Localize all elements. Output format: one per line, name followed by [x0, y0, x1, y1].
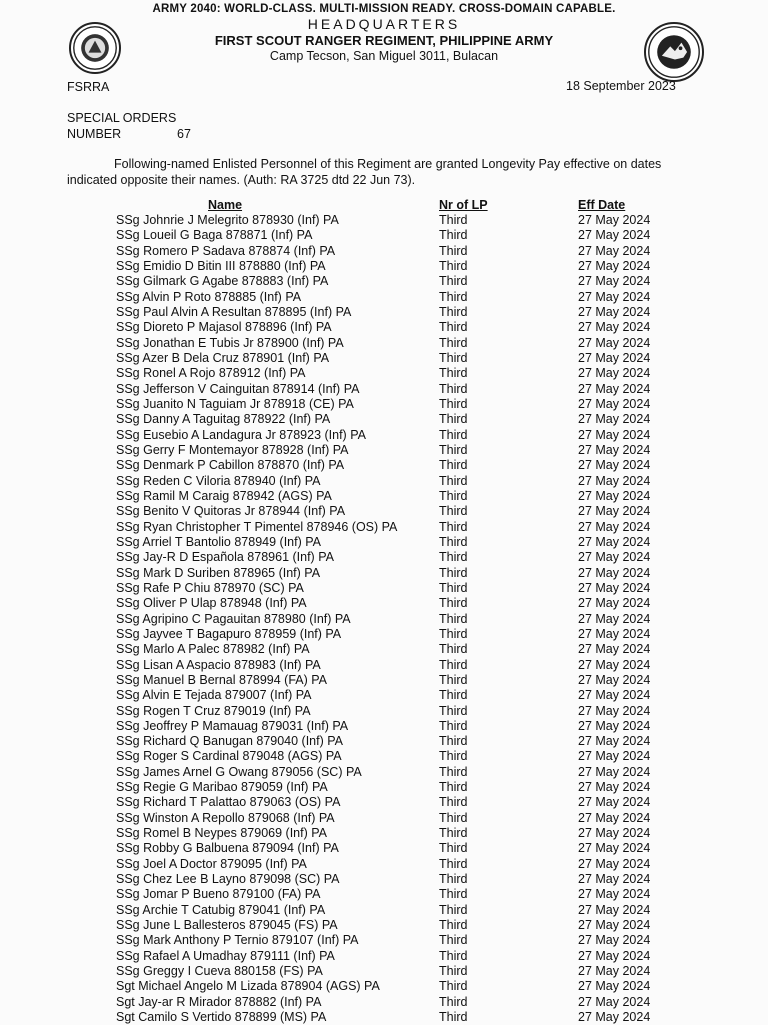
table-row — [0, 244, 768, 259]
table-row — [0, 566, 768, 581]
personnel-name: SSg Rafe P Chiu 878970 (SC) PA — [116, 580, 304, 595]
effective-date: 27 May 2024 — [578, 764, 651, 779]
effective-date: 27 May 2024 — [578, 565, 651, 580]
personnel-name: SSg Eusebio A Landagura Jr 878923 (Inf) PA — [116, 427, 366, 442]
personnel-name: SSg Regie G Maribao 879059 (Inf) PA — [116, 780, 328, 795]
table-row — [0, 795, 768, 810]
personnel-name: SSg Jonathan E Tubis Jr 878900 (Inf) PA — [116, 335, 344, 350]
personnel-name: SSg Joel A Doctor 879095 (Inf) PA — [116, 856, 307, 871]
personnel-name: SSg Mark Anthony P Ternio 879107 (Inf) PA — [116, 933, 359, 948]
personnel-name: SSg James Arnel G Owang 879056 (SC) PA — [116, 764, 362, 779]
longevity-pay-number: Third — [439, 473, 468, 488]
order-number-label: NUMBER — [67, 127, 122, 141]
table-row — [0, 351, 768, 366]
longevity-pay-number: Third — [439, 258, 468, 273]
effective-date: 27 May 2024 — [578, 320, 651, 335]
column-header-name: Name — [208, 198, 243, 212]
effective-date: 27 May 2024 — [578, 703, 651, 718]
table-row — [0, 933, 768, 948]
column-header-nr-of-lp: Nr of LP — [439, 198, 488, 212]
longevity-pay-number: Third — [439, 826, 468, 841]
effective-date: 27 May 2024 — [578, 933, 651, 948]
personnel-name: SSg Ryan Christopher T Pimentel 878946 (OS) PA — [116, 519, 398, 534]
table-row — [0, 964, 768, 979]
effective-date: 27 May 2024 — [578, 672, 651, 687]
longevity-pay-number: Third — [439, 519, 468, 534]
table-row — [0, 504, 768, 519]
effective-date: 27 May 2024 — [578, 780, 651, 795]
effective-date: 27 May 2024 — [578, 350, 651, 365]
table-row — [0, 872, 768, 887]
personnel-name: SSg Agripino C Pagauitan 878980 (Inf) PA — [116, 611, 351, 626]
order-date: 18 September 2023 — [566, 79, 676, 93]
effective-date: 27 May 2024 — [578, 304, 651, 319]
table-row — [0, 749, 768, 764]
personnel-name: SSg June L Ballesteros 879045 (FS) PA — [116, 918, 338, 933]
effective-date: 27 May 2024 — [578, 826, 651, 841]
order-number: 67 — [177, 127, 191, 141]
longevity-pay-number: Third — [439, 856, 468, 871]
longevity-pay-number: Third — [439, 381, 468, 396]
personnel-name: SSg Dioreto P Majasol 878896 (Inf) PA — [116, 320, 332, 335]
army-tagline: ARMY 2040: WORLD-CLASS. MULTI-MISSION READY. CROSS-DOMAIN CAPABLE. — [152, 3, 616, 15]
table-row — [0, 688, 768, 703]
personnel-name: SSg Alvin E Tejada 879007 (Inf) PA — [116, 688, 312, 703]
personnel-name: SSg Rogen T Cruz 879019 (Inf) PA — [116, 703, 311, 718]
longevity-pay-number: Third — [439, 718, 468, 733]
table-row — [0, 734, 768, 749]
effective-date: 27 May 2024 — [578, 335, 651, 350]
column-header-eff-date: Eff Date — [578, 198, 626, 212]
effective-date: 27 May 2024 — [578, 534, 651, 549]
table-row — [0, 612, 768, 627]
longevity-pay-number: Third — [439, 964, 468, 979]
longevity-pay-number: Third — [439, 887, 468, 902]
personnel-name: SSg Ronel A Rojo 878912 (Inf) PA — [116, 366, 306, 381]
effective-date: 27 May 2024 — [578, 948, 651, 963]
effective-date: 27 May 2024 — [578, 795, 651, 810]
personnel-name: SSg Chez Lee B Layno 879098 (SC) PA — [116, 872, 340, 887]
personnel-list — [0, 213, 768, 1025]
effective-date: 27 May 2024 — [578, 734, 651, 749]
table-row — [0, 474, 768, 489]
effective-date: 27 May 2024 — [578, 626, 651, 641]
longevity-pay-number: Third — [439, 734, 468, 749]
personnel-name: SSg Paul Alvin A Resultan 878895 (Inf) PA — [116, 304, 352, 319]
personnel-name: SSg Marlo A Palec 878982 (Inf) PA — [116, 642, 310, 657]
longevity-pay-number: Third — [439, 642, 468, 657]
longevity-pay-number: Third — [439, 412, 468, 427]
personnel-name: Sgt Jay-ar R Mirador 878882 (Inf) PA — [116, 994, 322, 1009]
table-row — [0, 627, 768, 642]
longevity-pay-number: Third — [439, 703, 468, 718]
longevity-pay-number: Third — [439, 780, 468, 795]
longevity-pay-number: Third — [439, 427, 468, 442]
effective-date: 27 May 2024 — [578, 550, 651, 565]
longevity-pay-number: Third — [439, 979, 468, 994]
longevity-pay-number: Third — [439, 534, 468, 549]
regiment-seal-icon — [69, 22, 121, 74]
effective-date: 27 May 2024 — [578, 918, 651, 933]
table-row — [0, 550, 768, 565]
table-row — [0, 336, 768, 351]
longevity-pay-number: Third — [439, 304, 468, 319]
personnel-name: SSg Azer B Dela Cruz 878901 (Inf) PA — [116, 350, 330, 365]
longevity-pay-number: Third — [439, 994, 468, 1009]
effective-date: 27 May 2024 — [578, 504, 651, 519]
personnel-name: SSg Richard T Palattao 879063 (OS) PA — [116, 795, 341, 810]
personnel-name: SSg Jeoffrey P Mamauag 879031 (Inf) PA — [116, 718, 349, 733]
longevity-pay-number: Third — [439, 872, 468, 887]
effective-date: 27 May 2024 — [578, 412, 651, 427]
table-row — [0, 274, 768, 289]
personnel-name: SSg Oliver P Ulap 878948 (Inf) PA — [116, 596, 307, 611]
longevity-pay-number: Third — [439, 611, 468, 626]
table-row — [0, 673, 768, 688]
table-row — [0, 811, 768, 826]
table-row — [0, 642, 768, 657]
longevity-pay-number: Third — [439, 274, 468, 289]
office-code: FSRRA — [67, 80, 110, 94]
effective-date: 27 May 2024 — [578, 243, 651, 258]
personnel-name: SSg Johnrie J Melegrito 878930 (Inf) PA — [116, 213, 339, 227]
table-row — [0, 995, 768, 1010]
table-row — [0, 213, 768, 228]
personnel-name: SSg Winston A Repollo 879068 (Inf) PA — [116, 810, 335, 825]
effective-date: 27 May 2024 — [578, 366, 651, 381]
effective-date: 27 May 2024 — [578, 396, 651, 411]
effective-date: 27 May 2024 — [578, 979, 651, 994]
longevity-pay-number: Third — [439, 749, 468, 764]
personnel-name: SSg Gerry F Montemayor 878928 (Inf) PA — [116, 442, 349, 457]
effective-date: 27 May 2024 — [578, 856, 651, 871]
longevity-pay-number: Third — [439, 396, 468, 411]
personnel-name: SSg Robby G Balbuena 879094 (Inf) PA — [116, 841, 339, 856]
table-row — [0, 382, 768, 397]
personnel-name: Sgt Camilo S Vertido 878899 (MS) PA — [116, 1010, 327, 1025]
longevity-pay-number: Third — [439, 243, 468, 258]
table-row — [0, 290, 768, 305]
personnel-name: SSg Jomar P Bueno 879100 (FA) PA — [116, 887, 321, 902]
table-row — [0, 949, 768, 964]
effective-date: 27 May 2024 — [578, 258, 651, 273]
longevity-pay-number: Third — [439, 289, 468, 304]
personnel-name: SSg Romel B Neypes 879069 (Inf) PA — [116, 826, 327, 841]
longevity-pay-number: Third — [439, 228, 468, 243]
longevity-pay-number: Third — [439, 488, 468, 503]
headquarters-label: HEADQUARTERS — [307, 16, 461, 32]
table-row — [0, 520, 768, 535]
longevity-pay-number: Third — [439, 458, 468, 473]
personnel-name: SSg Jefferson V Cainguitan 878914 (Inf) PA — [116, 381, 360, 396]
table-row — [0, 489, 768, 504]
table-row — [0, 1010, 768, 1025]
personnel-name: SSg Manuel B Bernal 878994 (FA) PA — [116, 672, 327, 687]
scout-ranger-seal-icon — [644, 22, 704, 82]
longevity-pay-number: Third — [439, 902, 468, 917]
effective-date: 27 May 2024 — [578, 611, 651, 626]
longevity-pay-number: Third — [439, 335, 468, 350]
table-row — [0, 581, 768, 596]
personnel-name: SSg Benito V Quitoras Jr 878944 (Inf) PA — [116, 504, 346, 519]
effective-date: 27 May 2024 — [578, 274, 651, 289]
effective-date: 27 May 2024 — [578, 1010, 651, 1025]
order-paragraph: Following-named Enlisted Personnel of this Regiment are granted Longevity Pay effective on dates indicated opposite their names. (Auth: RA 3725 dtd 22 Jun 73). — [67, 157, 662, 187]
effective-date: 27 May 2024 — [578, 902, 651, 917]
effective-date: 27 May 2024 — [578, 872, 651, 887]
table-row — [0, 979, 768, 994]
table-row — [0, 535, 768, 550]
longevity-pay-number: Third — [439, 1010, 468, 1025]
effective-date: 27 May 2024 — [578, 596, 651, 611]
personnel-name: SSg Loueil G Baga 878871 (Inf) PA — [116, 228, 313, 243]
table-row — [0, 826, 768, 841]
table-row — [0, 596, 768, 611]
longevity-pay-number: Third — [439, 213, 468, 227]
personnel-name: SSg Archie T Catubig 879041 (Inf) PA — [116, 902, 326, 917]
longevity-pay-number: Third — [439, 933, 468, 948]
effective-date: 27 May 2024 — [578, 688, 651, 703]
personnel-name: Sgt Michael Angelo M Lizada 878904 (AGS) PA — [116, 979, 380, 994]
table-row — [0, 428, 768, 443]
effective-date: 27 May 2024 — [578, 473, 651, 488]
table-row — [0, 320, 768, 335]
table-row — [0, 259, 768, 274]
longevity-pay-number: Third — [439, 550, 468, 565]
personnel-name: SSg Danny A Taguitag 878922 (Inf) PA — [116, 412, 331, 427]
personnel-name: SSg Mark D Suriben 878965 (Inf) PA — [116, 565, 321, 580]
table-row — [0, 719, 768, 734]
personnel-name: SSg Jay-R D Española 878961 (Inf) PA — [116, 550, 334, 565]
effective-date: 27 May 2024 — [578, 442, 651, 457]
longevity-pay-number: Third — [439, 918, 468, 933]
table-row — [0, 887, 768, 902]
effective-date: 27 May 2024 — [578, 718, 651, 733]
table-row — [0, 458, 768, 473]
longevity-pay-number: Third — [439, 442, 468, 457]
longevity-pay-number: Third — [439, 688, 468, 703]
longevity-pay-number: Third — [439, 795, 468, 810]
longevity-pay-number: Third — [439, 350, 468, 365]
personnel-name: SSg Denmark P Cabillon 878870 (Inf) PA — [116, 458, 345, 473]
personnel-name: SSg Arriel T Bantolio 878949 (Inf) PA — [116, 534, 321, 549]
longevity-pay-number: Third — [439, 672, 468, 687]
table-row — [0, 903, 768, 918]
effective-date: 27 May 2024 — [578, 642, 651, 657]
longevity-pay-number: Third — [439, 320, 468, 335]
table-row — [0, 305, 768, 320]
personnel-name: SSg Rafael A Umadhay 879111 (Inf) PA — [116, 948, 335, 963]
personnel-name: SSg Gilmark G Agabe 878883 (Inf) PA — [116, 274, 329, 289]
table-row — [0, 704, 768, 719]
effective-date: 27 May 2024 — [578, 994, 651, 1009]
unit-address: Camp Tecson, San Miguel 3011, Bulacan — [269, 49, 499, 63]
personnel-name: SSg Greggy I Cueva 880158 (FS) PA — [116, 964, 323, 979]
longevity-pay-number: Third — [439, 596, 468, 611]
effective-date: 27 May 2024 — [578, 887, 651, 902]
effective-date: 27 May 2024 — [578, 381, 651, 396]
table-row — [0, 658, 768, 673]
longevity-pay-number: Third — [439, 764, 468, 779]
longevity-pay-number: Third — [439, 580, 468, 595]
personnel-name: SSg Romero P Sadava 878874 (Inf) PA — [116, 243, 336, 258]
personnel-name: SSg Reden C Viloria 878940 (Inf) PA — [116, 473, 321, 488]
table-row — [0, 765, 768, 780]
effective-date: 27 May 2024 — [578, 964, 651, 979]
table-row — [0, 228, 768, 243]
table-row — [0, 918, 768, 933]
personnel-name: SSg Richard Q Banugan 879040 (Inf) PA — [116, 734, 343, 749]
effective-date: 27 May 2024 — [578, 810, 651, 825]
effective-date: 27 May 2024 — [578, 458, 651, 473]
personnel-name: SSg Lisan A Aspacio 878983 (Inf) PA — [116, 657, 321, 672]
personnel-name: SSg Emidio D Bitin III 878880 (Inf) PA — [116, 258, 326, 273]
personnel-name: SSg Jayvee T Bagapuro 878959 (Inf) PA — [116, 626, 342, 641]
personnel-name: SSg Roger S Cardinal 879048 (AGS) PA — [116, 749, 342, 764]
longevity-pay-number: Third — [439, 504, 468, 519]
effective-date: 27 May 2024 — [578, 488, 651, 503]
table-row — [0, 443, 768, 458]
special-orders-title: SPECIAL ORDERS — [67, 111, 177, 125]
table-row — [0, 397, 768, 412]
personnel-name: SSg Juanito N Taguiam Jr 878918 (CE) PA — [116, 396, 354, 411]
effective-date: 27 May 2024 — [578, 289, 651, 304]
effective-date: 27 May 2024 — [578, 841, 651, 856]
longevity-pay-number: Third — [439, 565, 468, 580]
longevity-pay-number: Third — [439, 657, 468, 672]
longevity-pay-number: Third — [439, 626, 468, 641]
table-row — [0, 412, 768, 427]
longevity-pay-number: Third — [439, 841, 468, 856]
longevity-pay-number: Third — [439, 810, 468, 825]
table-row — [0, 857, 768, 872]
effective-date: 27 May 2024 — [578, 519, 651, 534]
longevity-pay-number: Third — [439, 948, 468, 963]
table-row — [0, 780, 768, 795]
table-row — [0, 841, 768, 856]
unit-name: FIRST SCOUT RANGER REGIMENT, PHILIPPINE ARMY — [214, 33, 554, 48]
effective-date: 27 May 2024 — [578, 657, 651, 672]
personnel-name: SSg Alvin P Roto 878885 (Inf) PA — [116, 289, 302, 304]
personnel-name: SSg Ramil M Caraig 878942 (AGS) PA — [116, 488, 332, 503]
effective-date: 27 May 2024 — [578, 749, 651, 764]
effective-date: 27 May 2024 — [578, 213, 651, 227]
effective-date: 27 May 2024 — [578, 427, 651, 442]
effective-date: 27 May 2024 — [578, 228, 651, 243]
longevity-pay-number: Third — [439, 366, 468, 381]
effective-date: 27 May 2024 — [578, 580, 651, 595]
table-row — [0, 366, 768, 381]
